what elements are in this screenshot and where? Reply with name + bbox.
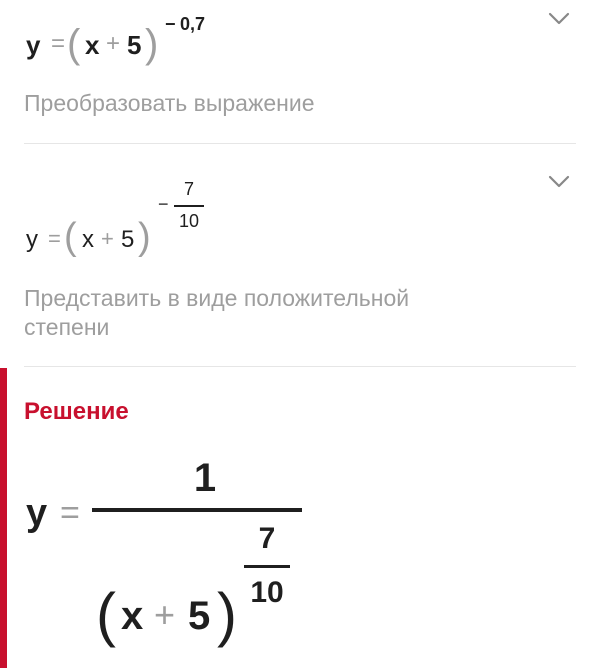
chevron-down-icon[interactable] [548,12,570,26]
solution-equals: = [60,494,80,532]
step1-x: x [85,30,100,60]
solution-right-paren: ) [217,581,237,648]
solution-left-paren: ( [96,581,116,648]
solution-five: 5 [188,594,211,638]
step1-y: y [26,30,41,60]
step1-exp-minus: − [165,14,176,34]
solution-heading: Решение [24,398,129,425]
step1-exp-value: 0,7 [180,14,206,34]
step2-exp-fraction-bar [174,205,204,207]
solution-fraction-bar [92,508,302,512]
solution-exp-fraction-bar [244,565,290,568]
step2-x: x [82,226,94,253]
step1-hint: Преобразовать выражение [24,90,315,116]
divider [24,366,576,367]
step1-plus: + [106,30,121,57]
step2-five: 5 [121,226,135,253]
step2-y: y [26,226,38,253]
chevron-down-icon[interactable] [548,175,570,189]
accent-bar [0,368,7,668]
solution-y: y [26,492,48,534]
step1-five: 5 [127,30,142,60]
step2-equals: = [48,226,61,251]
step2-right-paren: ) [138,216,151,258]
solution-x: x [121,594,144,638]
step2-left-paren: ( [64,216,77,258]
solution-exp-numerator: 7 [258,522,276,555]
step2-plus: + [101,226,114,251]
step2-exp-denominator: 10 [178,211,200,231]
step2-exp-numerator: 7 [183,179,194,199]
solution-plus: + [154,594,176,635]
step2-hint-line2: степени [24,314,110,340]
solution-exp-denominator: 10 [250,576,284,609]
solution-numerator: 1 [193,456,217,500]
step1-right-paren: ) [145,22,159,66]
divider [24,143,576,144]
step1-left-paren: ( [67,22,81,66]
step2-hint-line1: Представить в виде положительной [24,285,410,311]
step2-exp-minus: − [158,194,169,214]
step1-equals: = [51,30,66,57]
